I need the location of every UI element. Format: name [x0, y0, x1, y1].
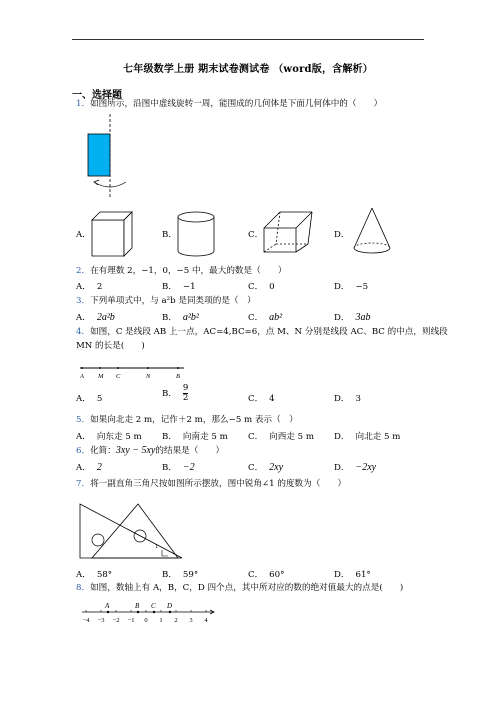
question-8	[76, 582, 403, 594]
section-heading: 一、选择题	[72, 90, 122, 101]
question-4	[76, 326, 448, 338]
question-6-options	[76, 461, 426, 473]
point-label: B	[176, 373, 180, 380]
question-number: 3．	[76, 296, 91, 306]
question-text: 在有理数 2，−1，0，−5 中，最大的数是（ ）	[90, 266, 287, 276]
question-1	[76, 98, 382, 110]
option-c[interactable]: C． 0	[248, 282, 275, 292]
question-5-options	[76, 430, 426, 442]
question-4-options	[76, 383, 426, 404]
segment-figure	[78, 362, 188, 380]
option-c[interactable]: C． 60°	[248, 570, 285, 580]
option-b[interactable]: B． 向南走 5 m	[162, 432, 228, 442]
question-3	[76, 295, 256, 307]
number-line-figure	[80, 600, 220, 626]
question-text: 如图，数轴上有 A，B，C，D 四个点，其中所对应的数的绝对值最大的点是( )	[90, 583, 404, 593]
option-d[interactable]: D． 向北走 5 m	[334, 432, 401, 442]
option-d[interactable]: D． −2xy	[334, 462, 377, 473]
page-title: 七年级数学上册 期末试卷测试卷 （word版，含解析）	[123, 64, 373, 75]
triangle-rulers-figure	[78, 500, 188, 562]
point-label: B	[135, 602, 140, 610]
question-2-options	[76, 280, 426, 292]
option-a[interactable]: A． 2	[76, 282, 103, 292]
option-b[interactable]: B． 59°	[162, 570, 199, 580]
option-d[interactable]: D． 3	[334, 394, 361, 404]
option-d[interactable]: D． 61°	[334, 570, 371, 580]
point-label: M	[98, 373, 104, 380]
question-number: 7．	[76, 479, 91, 489]
tick-label: 0	[144, 617, 148, 624]
option-a[interactable]: A． 58°	[76, 570, 113, 580]
question-6: 6．化简：3xy − 5xy的结果是（ ）	[76, 445, 225, 456]
question-text: 下列单项式中，与 a²b 是同类项的是（ ）	[90, 296, 256, 306]
question-4-cont: MN 的长是( )	[76, 341, 145, 351]
option-d[interactable]: D． 3ab	[334, 312, 371, 323]
question-3-options	[76, 311, 426, 323]
option-a[interactable]: A． 向东走 5 m	[76, 432, 142, 442]
question-text: 如图，C 是线段 AB 上一点，AC=4,BC=6，点 M、N 分别是线段 AC、BC 的中点，则线段	[90, 327, 448, 337]
tick-label: 1	[159, 617, 163, 624]
math-expression: 3xy − 5xy	[115, 445, 156, 456]
option-b[interactable]: B． −1	[162, 282, 196, 292]
option-b[interactable]: B． a²b²	[162, 312, 199, 323]
point-label: D	[167, 602, 173, 610]
tick-label: 3	[189, 617, 193, 624]
option-a[interactable]: A． 5	[76, 394, 103, 404]
cone-figure	[350, 206, 400, 262]
point-label: A	[80, 373, 84, 380]
tick-label: −2	[112, 617, 120, 624]
angle-label: 1	[155, 544, 158, 550]
question-7-options	[76, 568, 426, 580]
tick-label: −1	[127, 617, 135, 624]
option-a[interactable]: A． 2a²b	[76, 312, 115, 323]
fraction: $\frac{9}{2}$	[182, 383, 189, 403]
tick-label: −3	[97, 617, 105, 624]
tick-label: −4	[82, 617, 90, 624]
option-a[interactable]: A．	[76, 230, 91, 240]
question-number: 8．	[76, 583, 91, 593]
question-text: 将一副直角三角尺按如图所示摆放，图中锐角∠1 的度数为（ ）	[90, 479, 347, 489]
option-b[interactable]: B． $\frac{9}{2}$	[162, 383, 189, 403]
point-label: A	[105, 602, 110, 610]
option-c[interactable]: C． ab²	[248, 312, 283, 323]
option-b[interactable]: B．	[162, 230, 177, 240]
question-5	[76, 414, 298, 426]
option-b[interactable]: B． −2	[162, 462, 195, 473]
question-number: 6．	[76, 446, 91, 456]
option-c[interactable]: C． 向西走 5 m	[248, 432, 315, 442]
question-number: 5．	[76, 415, 91, 425]
tick-label: 2	[174, 617, 178, 624]
question-7	[76, 478, 346, 490]
point-label: N	[146, 373, 151, 380]
question-number: 1．	[76, 99, 91, 109]
cylinder-figure	[174, 208, 224, 260]
cube-figure	[88, 208, 138, 260]
option-c[interactable]: C． 4	[248, 394, 275, 404]
tick-label: 4	[204, 617, 208, 624]
option-a[interactable]: A． 2	[76, 462, 102, 473]
point-label: C	[151, 602, 156, 610]
question-text: 如果向北走 2 m，记作＋2 m，那么−5 m 表示（ ）	[90, 415, 298, 425]
option-d[interactable]: D． −5	[334, 282, 369, 292]
point-label: C	[116, 373, 121, 380]
option-c[interactable]: C．	[248, 230, 264, 240]
question-text: 如图所示，沿图中虚线旋转一周，能围成的几何体是下面几何体中的（ ）	[90, 99, 383, 109]
question-2	[76, 265, 287, 277]
option-d[interactable]: D．	[334, 230, 350, 240]
option-c[interactable]: C． 2xy	[248, 462, 284, 473]
rotation-figure	[80, 112, 140, 202]
header-rule	[72, 39, 424, 40]
question-number: 2．	[76, 266, 91, 276]
question-number: 4．	[76, 327, 91, 337]
prism-figure	[260, 208, 316, 260]
